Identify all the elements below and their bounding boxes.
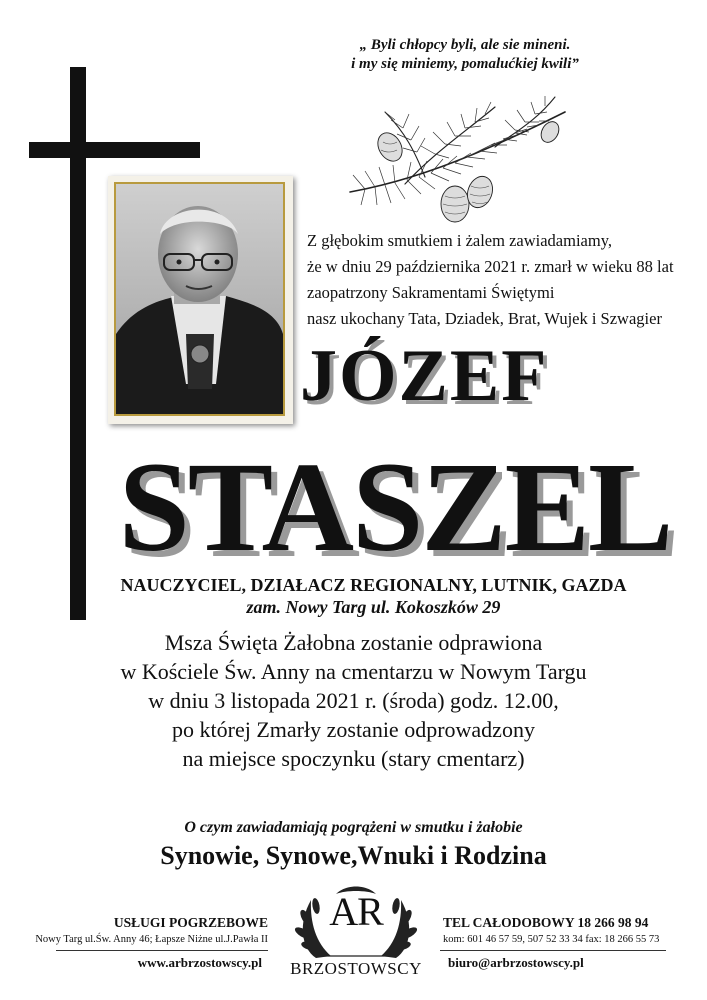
mourners-notice: O czym zawiadamiają pogrążeni w smutku i żałobie [184, 819, 523, 836]
deceased-last-name: STASZEL [118, 436, 672, 578]
quote-line-1: „ Byli chłopcy byli, ale sie mineni. [359, 37, 571, 53]
footer-email-link[interactable]: biuro@arbrzostowscy.pl [448, 955, 584, 970]
portrait-photo [114, 182, 285, 416]
mass-line-3: w dniu 3 listopada 2021 r. (środa) godz. 12.00, [148, 688, 559, 713]
footer-service-title: USŁUGI POGRZEBOWE [113, 915, 268, 930]
quote-block [300, 36, 630, 74]
mourners-family: Synowie, Synowe,Wnuki i Rodzina [160, 841, 547, 870]
funeral-mass-info [0, 628, 707, 773]
intro-line-4: nasz ukochany Tata, Dziadek, Brat, Wujek i Szwagier [307, 309, 662, 328]
footer-divider-right [440, 950, 666, 951]
portrait-figure-icon [116, 184, 283, 414]
cross-horizontal-bar [29, 142, 200, 158]
logo-initials: AR [329, 889, 383, 934]
logo-company-name: BRZOSTOWSCY [290, 959, 422, 978]
deceased-address: zam. Nowy Targ ul. Kokoszków 29 [246, 597, 501, 617]
mass-line-4: po której Zmarły zostanie odprowadzony [172, 717, 535, 742]
pine-branch-icon [345, 92, 575, 232]
footer-phone-numbers: kom: 601 46 57 59, 507 52 33 34 fax: 18 266 55 73 [443, 934, 660, 945]
deceased-first-name: JÓZEF [300, 335, 549, 417]
mass-line-2: w Kościele Św. Anny na cmentarzu w Nowym Targu [120, 659, 587, 684]
mass-line-1: Msza Święta Żałobna zostanie odprawiona [164, 630, 543, 655]
intro-line-3: zaopatrzony Sakramentami Świętymi [307, 283, 555, 302]
footer-divider-left [56, 950, 268, 951]
intro-line-1: Z głębokim smutkiem i żalem zawiadamiamy, [307, 231, 613, 250]
footer-phone-title: TEL CAŁODOBOWY 18 266 98 94 [443, 915, 649, 930]
deceased-occupation: NAUCZYCIEL, DZIAŁACZ REGIONALNY, LUTNIK, GAZDA [120, 575, 627, 595]
intro-line-2: że w dniu 29 października 2021 r. zmarł w wieku 88 lat [307, 257, 674, 276]
mass-line-5: na miejsce spoczynku (stary cmentarz) [182, 746, 525, 771]
portrait-photo-frame [108, 176, 293, 424]
footer-website-link[interactable]: www.arbrzostowscy.pl [137, 955, 262, 970]
quote-line-2: i my się miniemy, pomalućkiej kwili” [351, 56, 579, 72]
footer-service-address: Nowy Targ ul.Św. Anny 46; Łapsze Niżne ul.J.Pawła II [35, 934, 268, 945]
announcement-intro [307, 228, 697, 332]
